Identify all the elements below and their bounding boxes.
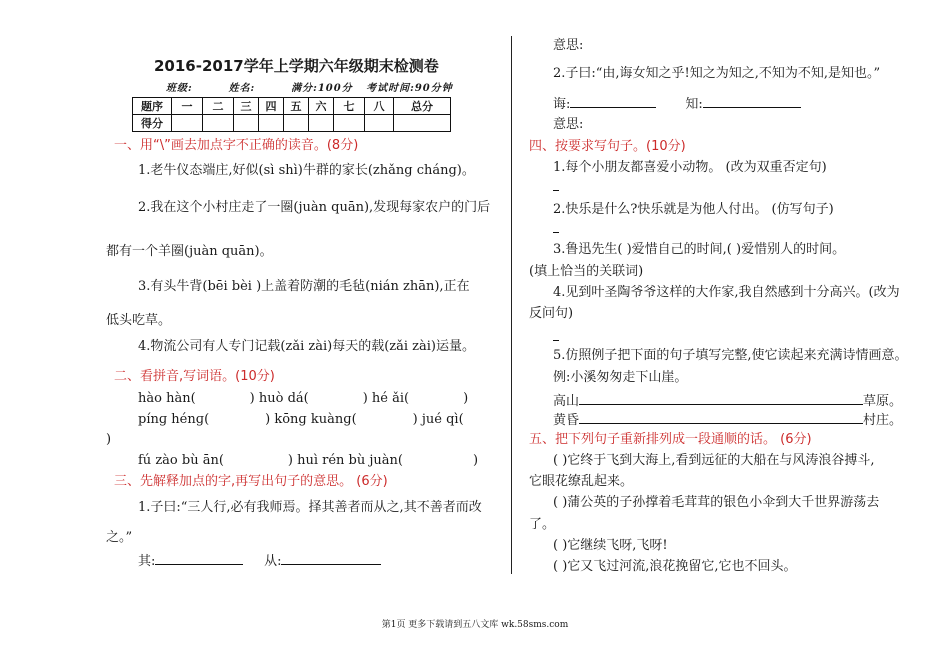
score-table <box>132 97 451 132</box>
pinyin-item: ) huò dá( <box>249 391 309 406</box>
section-3-heading: 三、先解释加点的字,再写出句子的意思。 (6分) <box>114 474 388 489</box>
score-cell: 三 <box>234 98 259 115</box>
sec4-example: 例:小溪匆匆走下山崖。 <box>553 370 688 385</box>
sec4-question-2: 2.快乐是什么?快乐就是为他人付出。 (仿写句子) <box>553 202 834 217</box>
pinyin-item: ) <box>472 453 479 468</box>
score-input-cell[interactable] <box>284 115 309 132</box>
sec5-sentence-4: ( )它又飞过河流,浪花挽留它,它也不回头。 <box>553 559 797 574</box>
label-huanghun: 黄昏 <box>553 413 580 428</box>
score-cell: 八 <box>365 98 394 115</box>
pinyin-item: ) kōnɡ kuànɡ( <box>265 412 357 427</box>
pinyin-item: fú zào bù ān( <box>138 453 224 468</box>
score-input-cell[interactable] <box>172 115 203 132</box>
sec3-meaning-2: 意思: <box>553 117 584 132</box>
score-cell: 四 <box>259 98 284 115</box>
sec1-question-3b: 低头吃草。 <box>106 313 172 328</box>
column-divider <box>511 36 512 574</box>
pinyin-item: ) hé ǎi( <box>362 391 410 406</box>
exam-info <box>166 81 453 97</box>
section-4-heading: 四、按要求写句子。(10分) <box>529 139 686 154</box>
info-class: 班级: <box>166 83 193 94</box>
pinyin-row-2 <box>138 412 464 428</box>
sec4-question-4b: 反问句) <box>529 306 574 321</box>
sec3-question-1b: 之。” <box>106 530 133 545</box>
score-cell: 五 <box>284 98 309 115</box>
answer-blank[interactable] <box>553 232 559 233</box>
score-input-cell[interactable] <box>234 115 259 132</box>
pinyin-item: ) jué qì( <box>412 412 464 427</box>
score-input-cell[interactable] <box>309 115 334 132</box>
info-full-score: 满分:100分 <box>291 83 353 94</box>
score-cell: 六 <box>309 98 334 115</box>
sec1-question-2a: 2.我在这个小村庄走了一圈(juàn quān),发现每家农户的门后 <box>138 200 491 215</box>
sec3-question-1a: 1.子曰:“三人行,必有我师焉。择其善者而从之,其不善者而改 <box>138 500 482 515</box>
label-gaoshan: 高山 <box>553 394 580 409</box>
sec5-sentence-3: ( )它继续飞呀,飞呀! <box>553 538 668 553</box>
score-input-cell[interactable] <box>203 115 234 132</box>
pinyin-row-2-end: ) <box>106 432 112 447</box>
answer-blank[interactable] <box>553 190 559 191</box>
label-caoyuan: 草原。 <box>863 394 903 409</box>
label-cunzhuang: 村庄。 <box>863 413 903 428</box>
score-input-cell[interactable] <box>259 115 284 132</box>
sec4-question-3a: 3.鲁迅先生( )爱惜自己的时间,( )爱惜别人的时间。 <box>553 242 846 257</box>
sec4-question-3b: (填上恰当的关联词) <box>529 264 644 279</box>
score-table-score-row <box>133 115 451 132</box>
label-zhi: 知: <box>685 97 703 112</box>
sec1-question-2b: 都有一个羊圈(juàn quān)。 <box>106 244 273 259</box>
sec3-question-2: 2.子曰:“由,诲女知之乎!知之为知之,不知为不知,是知也。” <box>553 66 881 81</box>
sec1-question-1: 1.老牛仪态端庄,好似(sì shì)牛群的家长(zhǎng cháng)。 <box>138 163 475 178</box>
label-qi: 其: <box>138 554 156 569</box>
answer-blank[interactable] <box>553 340 559 341</box>
answer-blank[interactable] <box>703 95 801 108</box>
sec5-sentence-1a: ( )它终于飞到大海上,看到远征的大船在与风涛浪谷搏斗, <box>553 453 875 468</box>
sec3-answer-line-2 <box>553 95 801 113</box>
score-cell: 题序 <box>133 98 172 115</box>
page-title: 2016-2017学年上学期六年级期末检测卷 <box>154 57 439 75</box>
score-row-label: 得分 <box>133 115 172 132</box>
score-input-cell[interactable] <box>334 115 365 132</box>
page-footer: 第1页 更多下载请到五八文库 wk.58sms.com <box>381 620 569 630</box>
answer-blank[interactable] <box>579 411 863 424</box>
section-1-heading: 一、用“\”画去加点字不正确的读音。(8分) <box>114 138 359 153</box>
score-cell: 二 <box>203 98 234 115</box>
info-name: 姓名: <box>228 83 256 94</box>
score-input-cell[interactable] <box>394 115 451 132</box>
info-time: 考试时间:90分钟 <box>366 83 453 94</box>
pinyin-item: ) huì rén bù juàn( <box>287 453 403 468</box>
label-cong: 从: <box>264 554 282 569</box>
score-cell: 总分 <box>394 98 451 115</box>
sec4-fill-huanghun <box>553 411 902 429</box>
label-hui: 诲: <box>553 97 571 112</box>
sec5-sentence-2a: ( )蒲公英的子孙撑着毛茸茸的银色小伞到大千世界游荡去 <box>553 495 880 510</box>
score-cell: 七 <box>334 98 365 115</box>
sec4-question-1: 1.每个小朋友都喜爱小动物。 (改为双重否定句) <box>553 160 827 175</box>
sec5-sentence-2b: 了。 <box>529 517 556 532</box>
sec3-meaning-1: 意思: <box>553 38 584 53</box>
pinyin-item: hào hàn( <box>138 391 196 406</box>
sec5-sentence-1b: 它眼花缭乱起来。 <box>529 474 634 489</box>
answer-blank[interactable] <box>570 95 656 108</box>
score-cell: 一 <box>172 98 203 115</box>
pinyin-item: pínɡ hénɡ( <box>138 412 210 427</box>
sec4-question-4a: 4.见到叶圣陶爷爷这样的大作家,我自然感到十分高兴。(改为 <box>553 285 900 300</box>
answer-blank[interactable] <box>281 552 381 565</box>
sec1-question-3a: 3.有头牛背(bēi bèi )上盖着防潮的毛毡(nián zhān),正在 <box>138 279 470 294</box>
sec3-answer-line-1 <box>138 552 381 570</box>
answer-blank[interactable] <box>579 392 863 405</box>
score-input-cell[interactable] <box>365 115 394 132</box>
answer-blank[interactable] <box>155 552 243 565</box>
sec1-question-4: 4.物流公司有人专门记载(zǎi zài)每天的载(zǎi zài)运量。 <box>138 339 475 354</box>
pinyin-item: ) <box>463 391 469 406</box>
section-2-heading: 二、看拼音,写词语。(10分) <box>114 369 275 384</box>
pinyin-row-3 <box>138 453 478 469</box>
sec4-fill-gaoshan <box>553 392 902 410</box>
sec4-question-5: 5.仿照例子把下面的句子填写完整,使它读起来充满诗情画意。 <box>553 348 908 363</box>
section-5-heading: 五、把下列句子重新排列成一段通顺的话。 (6分) <box>529 432 812 447</box>
pinyin-row-1 <box>138 391 468 407</box>
score-table-header-row <box>133 98 451 115</box>
